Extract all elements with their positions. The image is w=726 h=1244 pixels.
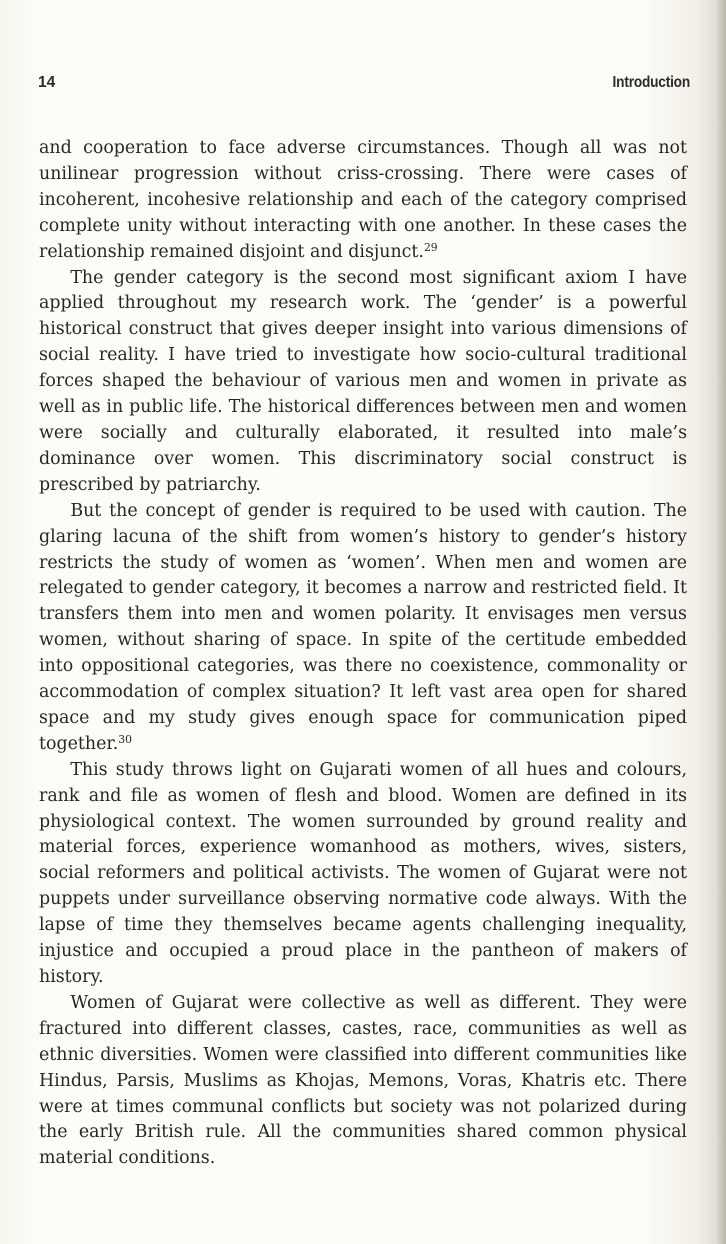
paragraph <box>39 758 687 991</box>
body-text <box>39 136 687 1172</box>
paragraph <box>39 991 687 1172</box>
page-number: 14 <box>38 74 56 91</box>
running-head <box>38 74 690 98</box>
paragraph-text: Women of Gujarat were collective as well as different. They were fractured into different classes, castes, race, communities as well as ethnic diversities. Women were classified into different communities like Hindus, Parsis, Muslims as Khojas, Memons, Voras, Khatris etc. There were at times communal conflicts but society was not polarized during the early British rule. All the communities shared common physical material conditions. <box>39 992 687 1169</box>
footnote-marker: 29 <box>423 240 438 254</box>
paragraph-text: But the concept of gender is required to be used with caution. The glaring lacuna of the shift from women’s history to gender’s history restricts the study of women as ‘women’. When men and women are relegated to gender category, it becomes a narrow and restricted field. It transfers them into men and women polarity. It envisages men versus women, without sharing of space. In spite of the certitude embedded into oppositional categories, was there no coexistence, commonality or accommodation of complex situation? It left vast area open for shared space and my study gives enough space for communication piped together. <box>39 500 687 754</box>
paragraph-text: and cooperation to face adverse circumstances. Though all was not unilinear progression without criss-crossing. There were cases of incoherent, incohesive relationship and each of the category comprised complete unity without interacting with one another. In these cases the relationship remained disjoint and disjunct. <box>39 138 687 262</box>
paragraph <box>39 266 687 499</box>
footnote-marker: 30 <box>118 732 132 746</box>
paragraph-text: This study throws light on Gujarati women of all hues and colours, rank and file as women of flesh and blood. Women are defined in its physiological context. The women surrounded by ground reality and material forces, experience womanhood as mothers, wives, sisters, social reformers and political activists. The women of Gujarat were not puppets under surveillance observing normative code always. With the lapse of time they themselves became agents challenging inequality, injustice and occupied a proud place in the pantheon of makers of history. <box>39 759 687 987</box>
paragraph <box>39 136 687 266</box>
page-edge-shadow <box>716 0 726 1244</box>
chapter-title: Introduction <box>612 74 690 91</box>
paragraph-text: The gender category is the second most significant axiom I have applied throughout my research work. The ‘gender’ is a powerful historical construct that gives deeper insight into various dimensions of social reality. I have tried to investigate how socio-cultural traditional forces shaped the behaviour of various men and women in private as well as in public life. The historical differences between men and women were socially and culturally elaborated, it resulted into male’s dominance over women. This discriminatory social construct is prescribed by patriarchy. <box>39 267 687 495</box>
paragraph <box>39 499 687 758</box>
